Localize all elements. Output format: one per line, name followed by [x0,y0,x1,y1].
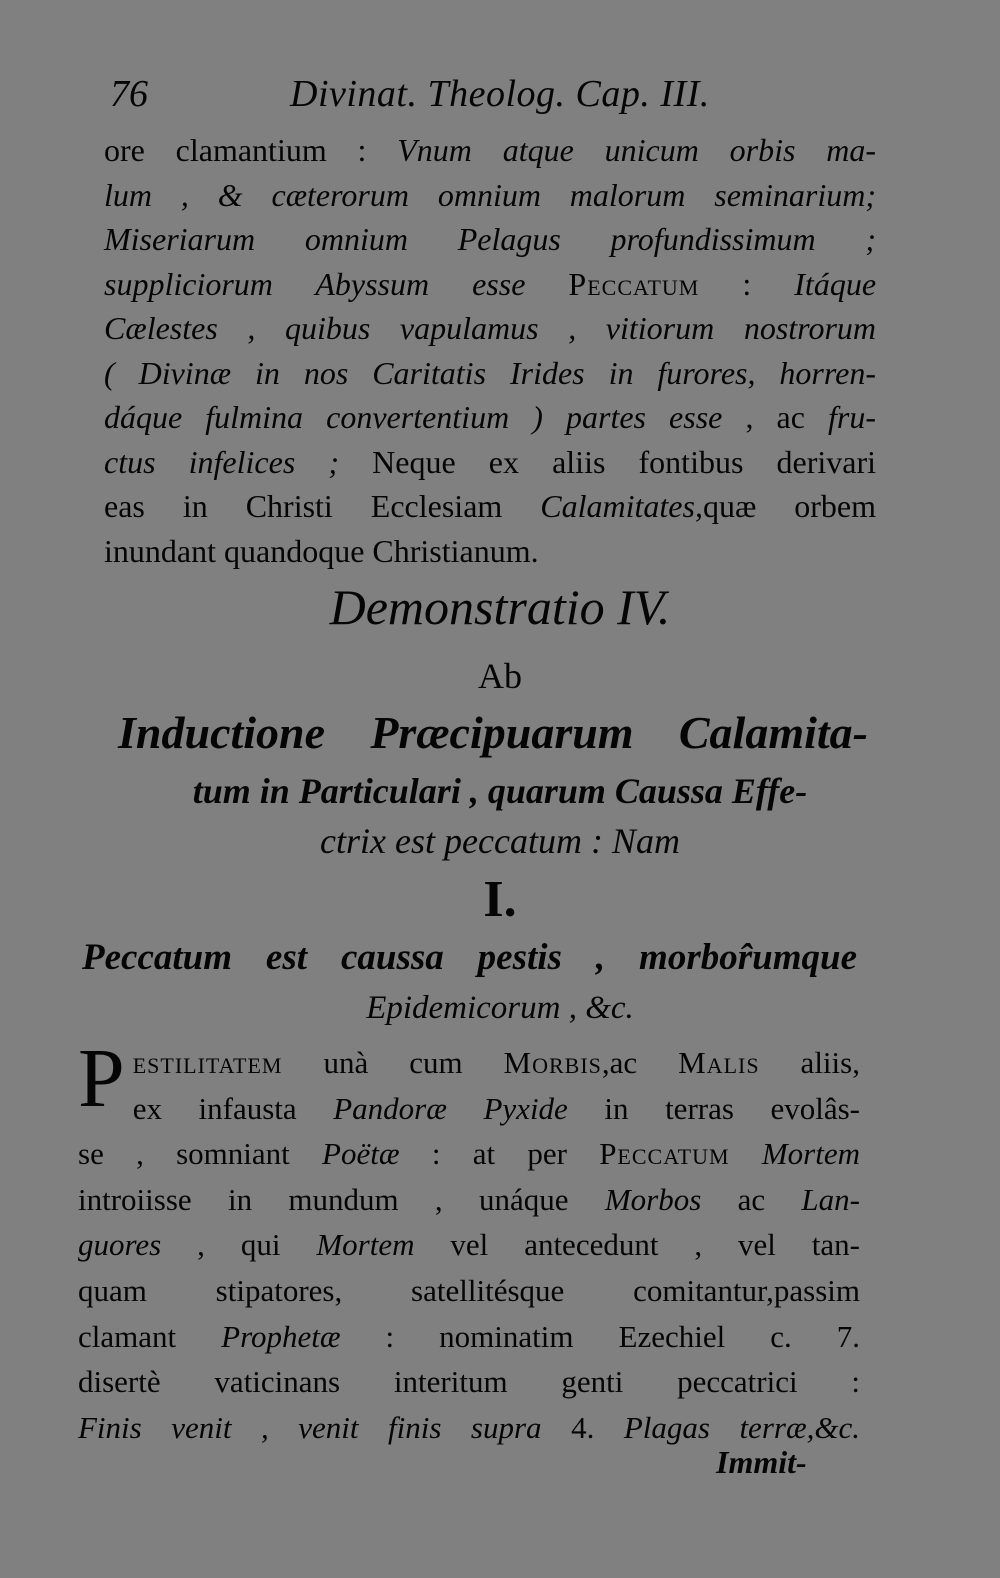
text-run: ctus infelices ; [104,443,373,480]
text-run: inundant quandoque Christianum. [104,532,539,569]
subheading-line-2: Epidemicorum , &c. [366,990,634,1026]
text-run: in terras evolâs- [567,1090,860,1126]
text-run: Finis venit , venit finis supra [78,1409,572,1445]
text-run: Itáque [794,265,877,302]
text-run: : nominatim Ezechiel c. 7. [340,1318,860,1354]
section-title: Demonstratio IV. [329,579,671,635]
text-run: lum , & cæterorum omnium malorum seminarium; [104,176,876,213]
text-line [78,1268,860,1314]
text-line [104,128,876,173]
text-run: eas in Christi Ecclesiam [104,488,541,524]
text-run: Poëtæ [322,1136,400,1172]
text-run: introiisse in mundum , unáque [78,1181,605,1217]
text-line [104,395,876,440]
text-line [78,1314,860,1360]
text-run: Pandoræ Pyxide [333,1090,568,1126]
text-run: suppliciorum Abyssum esse [104,265,569,302]
text-run: ( Divinæ in nos Caritatis Irides in furores, horren- [104,354,876,391]
text-run: ac [701,1181,802,1217]
text-run: Mortem [316,1227,415,1263]
paragraph-2 [78,1032,860,1450]
section-heading-line-3: ctrix est peccatum : Nam [320,821,680,861]
drop-cap: P [78,1032,125,1125]
text-run: ore clamantium : [104,132,398,168]
text-line [78,1177,860,1223]
text-run: Lan- [801,1181,860,1217]
text-line [78,1040,860,1086]
text-line [104,484,876,529]
text-line [104,262,876,307]
text-run: Peccatum [599,1136,730,1172]
text-line [104,217,876,262]
text-run: Morbis [503,1045,602,1080]
text-run: unà cum [282,1045,504,1080]
text-run: Mortem [761,1136,860,1172]
text-run: Morbos [604,1181,702,1217]
text-run: Miseriarum omnium Pelagus profundissimum ; [104,221,876,257]
text-run: guores [78,1227,162,1263]
text-run [730,1136,762,1171]
text-run: se , somniant [78,1136,323,1172]
text-line [104,529,876,574]
text-run: disertè vaticinans interitum genti peccatrici : [78,1364,860,1400]
text-run: : [699,265,795,302]
section-heading-line-1: Inductione Præcipuarum Calamita- [118,707,868,758]
page-number: 76 [110,73,148,115]
catchword: Immit- [716,1444,807,1480]
text-run: Cælestes , quibus vapulamus , vitiorum nostrorum [104,310,876,346]
text-run: Neque ex aliis fontibus derivari [372,443,877,480]
text-run: ex infausta [132,1090,334,1126]
paragraph-2-body [78,1032,860,1450]
roman-numeral-heading: I. [483,871,517,928]
text-run: Malis [678,1045,760,1080]
text-line [104,440,876,485]
page-header [110,72,870,122]
paragraph-1 [104,128,876,573]
text-run: : at per [399,1136,600,1172]
text-run: fru- [828,399,877,435]
text-run: Peccatum [568,265,700,302]
text-run: Vnum atque unicum orbis ma- [397,132,877,168]
text-run: clamant [78,1318,222,1354]
running-head: Divinat. Theolog. Cap. III. [290,73,710,115]
text-run: , ac [722,399,829,435]
text-line [104,306,876,351]
text-line [78,1359,860,1405]
text-run: dáque fulmina convertentium ) partes esse [104,399,723,435]
text-line [104,351,876,396]
text-run: Plagas terræ,&c. [594,1409,860,1445]
text-run: vel antecedunt , vel tan- [414,1227,860,1263]
subheading-line-1: Peccatum est caussa pestis , morbor̂umque [82,937,857,978]
text-run: quæ orbem [702,488,877,524]
section-heading-line-2: tum in Particulari , quarum Caussa Effe- [192,771,808,811]
text-run: , qui [161,1227,317,1263]
text-run: Calamitates, [540,488,703,524]
text-line [104,173,876,218]
section-ab: Ab [478,656,522,696]
text-line [78,1086,860,1132]
text-run: ,ac [601,1045,679,1080]
text-line [78,1131,860,1177]
text-run: aliis, [759,1045,860,1080]
text-run: quam stipatores, satellitésque comitantur,passim [78,1272,860,1308]
text-line [78,1222,860,1268]
text-run: 4. [571,1409,595,1445]
text-run: estilitatem [132,1045,283,1080]
text-run: Prophetæ [221,1318,341,1354]
